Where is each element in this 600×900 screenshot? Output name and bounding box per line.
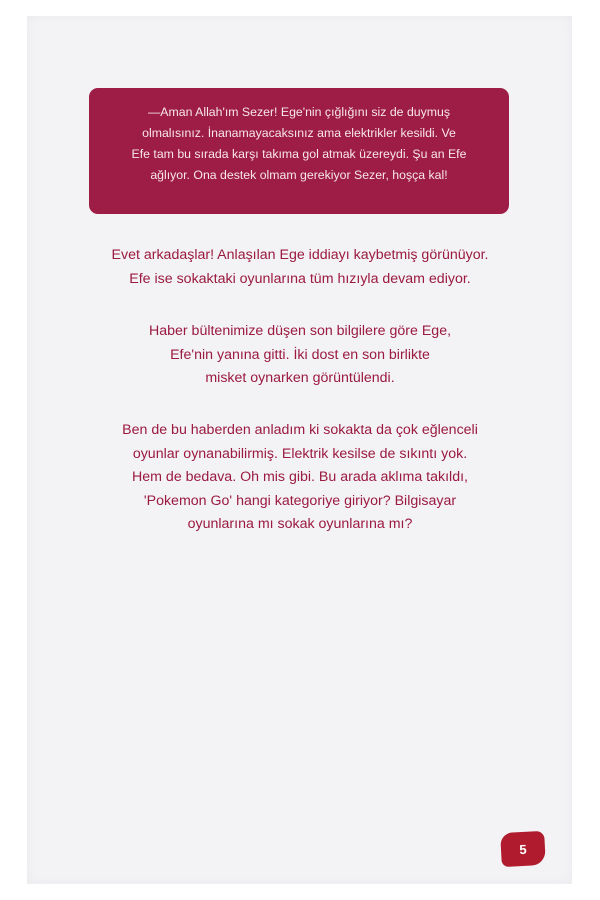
paragraph-2 [55, 320, 545, 391]
quote-line: olmalısınız. İnanamayacaksınız ama elektrikler kesildi. Ve [142, 126, 456, 140]
paragraph-line: Evet arkadaşlar! Anlaşılan Ege iddiayı kaybetmiş görünüyor. [111, 247, 489, 263]
paragraph-line: Efe'nin yanına gitti. İki dost en son birlikte [170, 346, 430, 363]
paragraph-line: oyunlar oynanabilirmiş. Elektrik kesilse de sıkıntı yok. [132, 445, 468, 462]
quote-line: ağlıyor. Ona destek olmam gerekiyor Sezer, hoşça kal! [150, 168, 448, 182]
paragraph-line: misket oynarken görüntülendi. [205, 370, 395, 386]
book-page [27, 16, 572, 884]
paragraph-1 [55, 244, 545, 291]
quote-line: —Aman Allah'ım Sezer! Ege'nin çığlığını siz de duymuş [147, 105, 450, 119]
quote-line: Efe tam bu sırada karşı takıma gol atmak üzereydi. Şu an Efe [131, 147, 467, 161]
paragraph-3 [55, 419, 545, 537]
paragraph-line: Efe ise sokaktaki oyunlarına tüm hızıyla devam ediyor. [129, 270, 471, 287]
quote-box [89, 88, 509, 214]
paragraph-line: oyunlarına mı sokak oyunlarına mı? [187, 516, 413, 532]
paragraph-line: 'Pokemon Go' hangi kategoriye giriyor? Bilgisayar [143, 492, 457, 509]
paragraph-line: Haber bültenimize düşen son bilgilere göre Ege, [148, 323, 452, 339]
paragraph-line: Ben de bu haberden anladım ki sokakta da çok eğlenceli [122, 422, 478, 438]
page-number: 5 [518, 841, 527, 857]
paragraph-line: Hem de bedava. Oh mis gibi. Bu arada aklıma takıldı, [132, 469, 468, 485]
page-number-badge [500, 831, 546, 867]
